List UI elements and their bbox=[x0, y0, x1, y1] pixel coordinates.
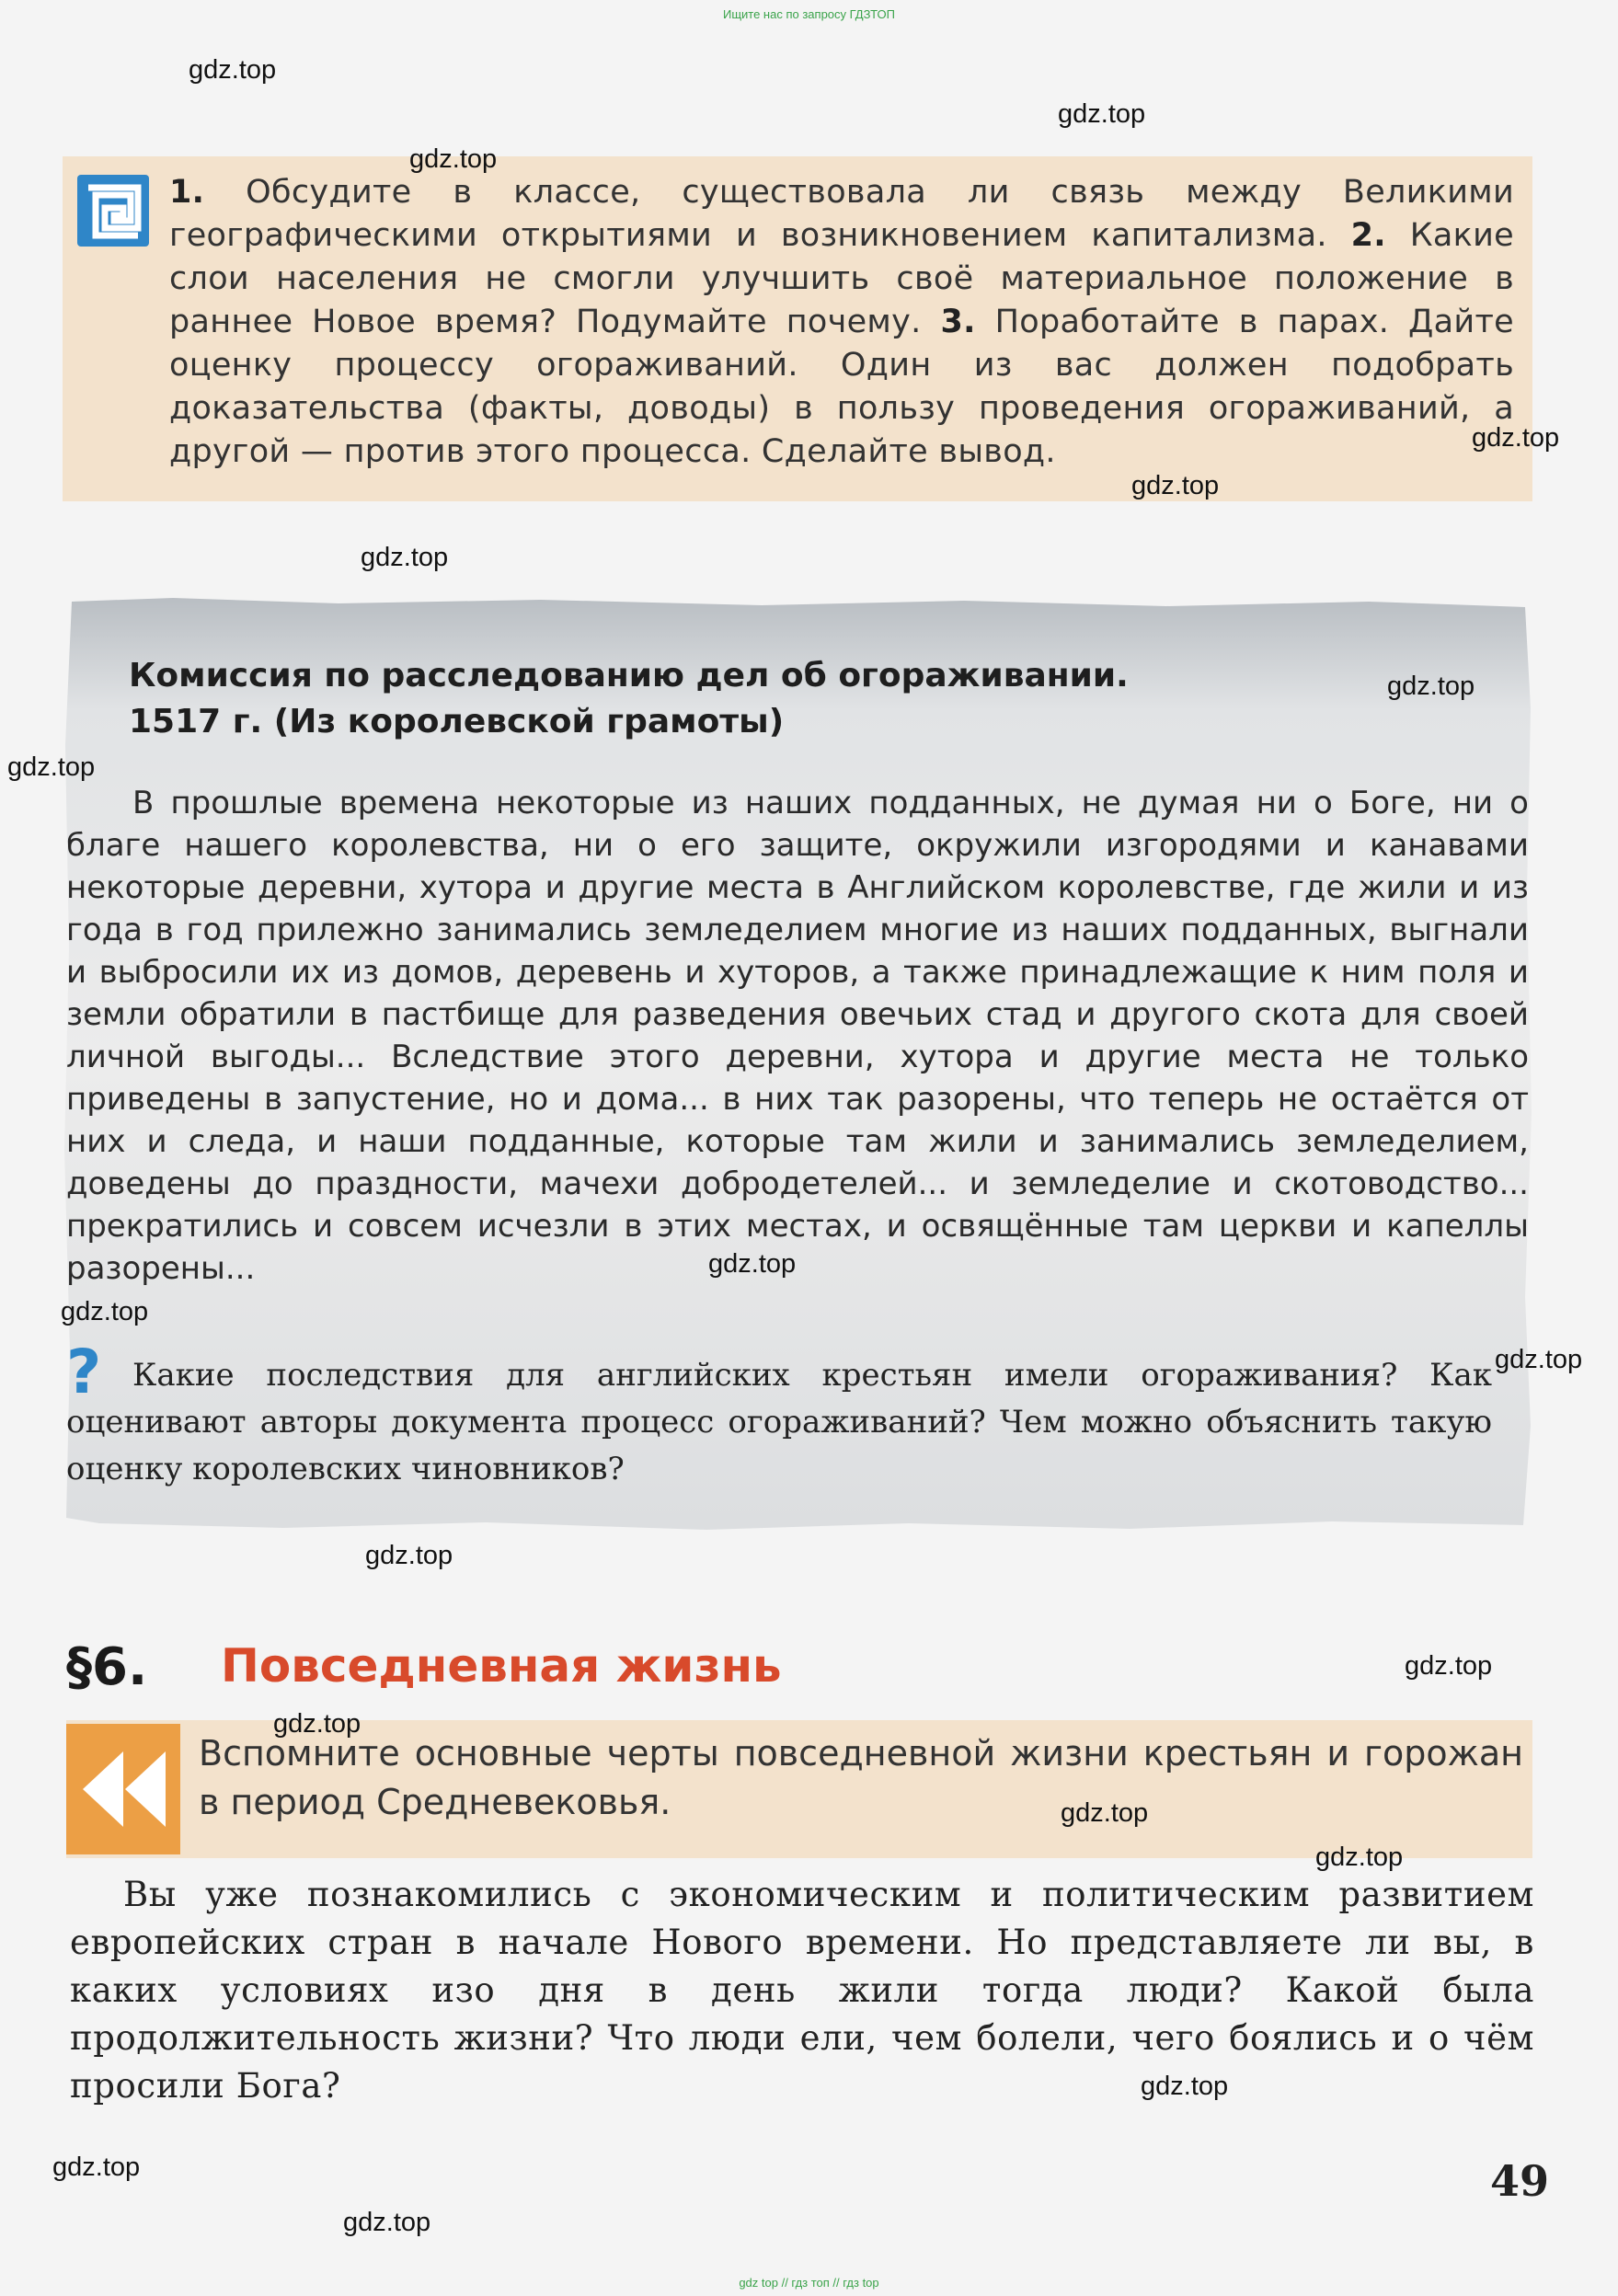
watermark: gdz.top bbox=[7, 752, 96, 782]
watermark: gdz.top bbox=[1058, 99, 1146, 129]
watermark: gdz.top bbox=[1141, 2072, 1229, 2101]
watermark: gdz.top bbox=[409, 144, 498, 174]
task-text-1: Обсудите в классе, существовала ли связь между Великими географическими открытиями и возникновением капитализма. bbox=[169, 174, 1514, 254]
page-number: 49 bbox=[1490, 2156, 1550, 2206]
task-text-3: Поработайте в парах. Дайте оценку процессу огораживаний. Один из вас должен подобрать доказательства (факты, доводы) в пользу проведения огораживаний, а другой — против этого процесса. Сделайте вывод. bbox=[169, 304, 1514, 470]
task-number-3: 3. bbox=[940, 304, 976, 340]
task-number-1: 1. bbox=[169, 174, 205, 211]
header-note: Ищите нас по запросу ГДЗТОП bbox=[722, 7, 895, 21]
watermark: gdz.top bbox=[1387, 672, 1475, 701]
document-question: Какие последствия для английских крестьян имели огораживания? Как оценивают авторы документа процесс огораживаний? Чем можно объяснить такую оценку королевских чиновников? bbox=[66, 1357, 1492, 1487]
watermark: gdz.top bbox=[1472, 423, 1560, 453]
recall-text: Вспомните основные черты повседневной жизни крестьян и горожан в период Средневековья. bbox=[199, 1733, 1523, 1822]
recall-box bbox=[66, 1720, 1532, 1858]
watermark: gdz.top bbox=[1131, 471, 1220, 500]
watermark: gdz.top bbox=[189, 55, 277, 85]
question-icon: ? bbox=[66, 1337, 102, 1407]
document-body: В прошлые времена некоторые из наших подданных, не думая ни о Боге, ни о благе нашего королевства, ни о его защите, окружили изгородями и канавами некоторые деревни, хутора и другие места в Английском королевстве, где жили и из года в год прилежно занимались земледелием многие из наших подданных, выгнали и выбросили их из домов, деревень и хуторов, а также принадлежащие к ним поля и земли обратили в пастбище для разведения овечьих стад и другого скота для своей личной выгоды... Вследствие этого деревни, хутора и другие места не только приведены в запустение, но и дома... в них так разорены, что теперь не остаётся от них и следа, и наши подданные, которые там жили и занимались земледелием, доведены до праздности, мачехи добродетелей... и земледелие и скотоводство... прекратились и совсем исчезли в этих местах, и освящённые там церкви и капеллы разорены... bbox=[66, 785, 1529, 1287]
task-text-2: Какие слои населения не смогли улучшить своё материальное положение в раннее Новое время? Подумайте почему. bbox=[169, 217, 1514, 340]
section-number: §6. bbox=[66, 1637, 148, 1697]
watermark: gdz.top bbox=[52, 2152, 141, 2182]
tasks-icon bbox=[77, 175, 149, 247]
watermark: gdz.top bbox=[1315, 1843, 1404, 1872]
watermark: gdz.top bbox=[61, 1297, 149, 1326]
tasks-box bbox=[63, 156, 1532, 501]
watermark: gdz.top bbox=[273, 1709, 361, 1739]
watermark: gdz.top bbox=[1405, 1651, 1493, 1681]
watermark: gdz.top bbox=[708, 1249, 797, 1279]
footer-note: gdz top // гдз топ // гдз top bbox=[739, 2276, 879, 2290]
document-title: Комиссия по расследованию дел об огораживании. 1517 г. (Из королевской грамоты) bbox=[129, 657, 1129, 740]
watermark: gdz.top bbox=[1495, 1345, 1583, 1374]
historical-document-box bbox=[63, 598, 1532, 1532]
section-intro: Вы уже познакомились с экономическим и политическим развитием европейских стран в начале Нового времени. Но представляете ли вы, в каких условиях изо дня в день жили тогда люди? Какой была продолжительность жизни? Что люди ели, чем болели, чего боялись и о чём просили Бога? bbox=[70, 1875, 1534, 2106]
watermark: gdz.top bbox=[1061, 1798, 1149, 1828]
watermark: gdz.top bbox=[343, 2208, 431, 2237]
tasks-text bbox=[169, 171, 1514, 474]
rewind-icon bbox=[66, 1724, 180, 1854]
watermark: gdz.top bbox=[365, 1541, 453, 1570]
section-title: Повседневная жизнь bbox=[221, 1639, 782, 1693]
task-number-2: 2. bbox=[1350, 217, 1386, 254]
watermark: gdz.top bbox=[361, 543, 449, 572]
